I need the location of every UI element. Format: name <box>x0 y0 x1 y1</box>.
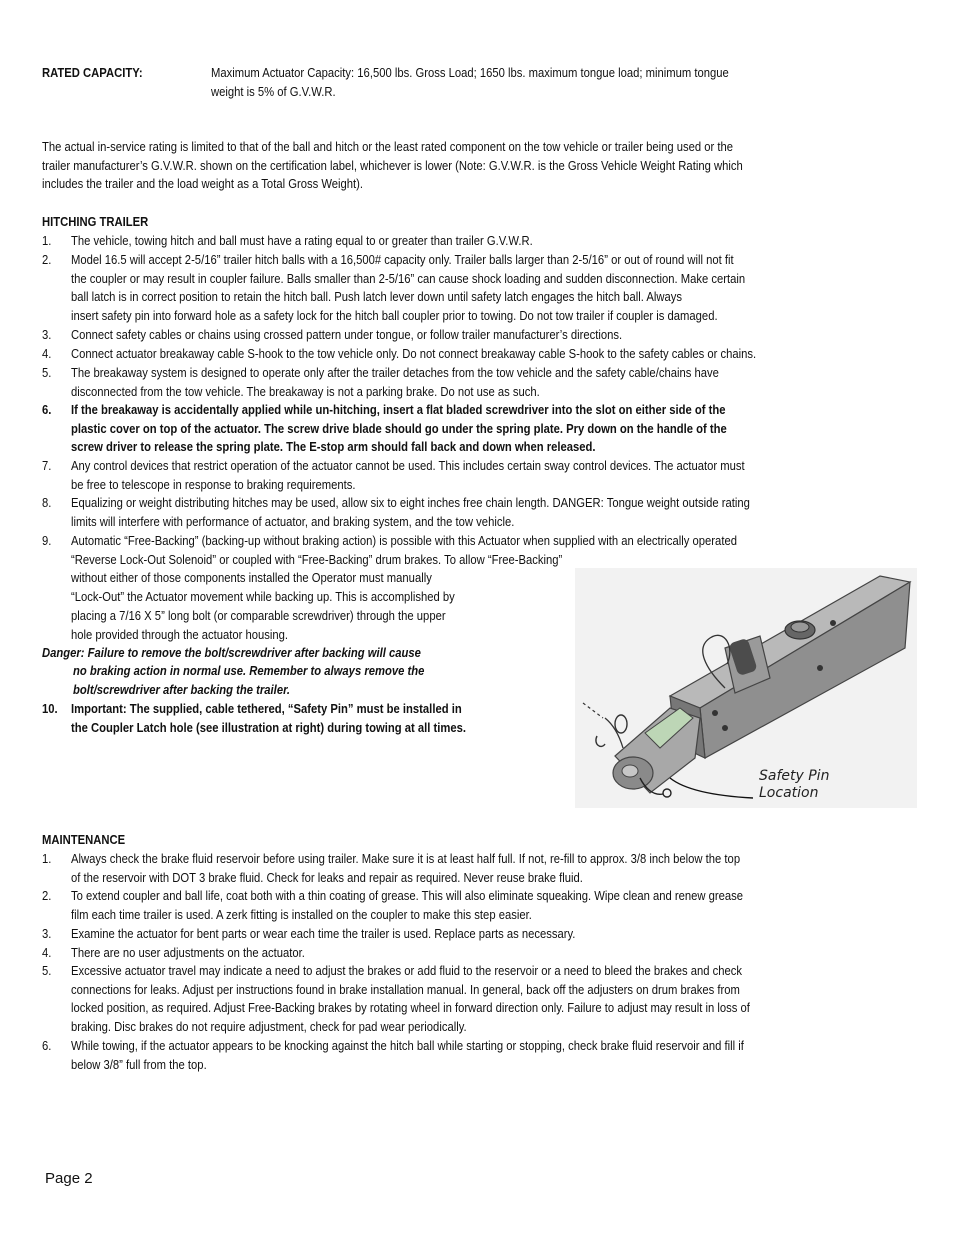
hitching-item-number: 10. <box>42 702 58 716</box>
danger-note-line: Danger: Failure to remove the bolt/screwdriver after backing will cause <box>42 646 421 660</box>
hitching-item-line: screw driver to release the spring plate. The E-stop arm should fall back and down when released. <box>71 440 596 455</box>
hitching-item-number: 2. <box>42 253 52 267</box>
maintenance-item-2 <box>71 887 743 924</box>
hitching-item-5 <box>71 364 719 401</box>
coupler-nose-highlight <box>622 765 638 777</box>
hitching-item-number: 1. <box>42 234 52 248</box>
maintenance-item-1 <box>71 850 740 887</box>
maintenance-item-line: Always check the brake fluid reservoir before using trailer. Make sure it is at least half full. If not, re-fill to approx. 3/8 inch below the top <box>71 852 741 866</box>
hitching-item-number: 6. <box>42 403 52 417</box>
maintenance-item-number: 2. <box>42 889 52 903</box>
safety-pin-label <box>759 768 829 802</box>
maintenance-item-number: 1. <box>42 852 52 866</box>
actuator-drawing <box>575 568 917 808</box>
hitching-item-3 <box>71 326 622 345</box>
intro-line: The actual in-service rating is limited to that of the ball and hitch or the least rated component on the tow vehicle or trailer being used or the <box>42 140 734 154</box>
maintenance-item-4 <box>71 944 305 963</box>
hitching-item-line: placing a 7/16 X 5” long bolt (or comparable screwdriver) through the upper <box>71 608 446 623</box>
rated-capacity-text <box>211 64 729 101</box>
hitching-item-line: hole provided through the actuator housing. <box>71 627 289 642</box>
maintenance-item-6 <box>71 1037 744 1074</box>
hitching-item-line: The vehicle, towing hitch and ball must have a rating equal to or greater than trailer G.V.W.R. <box>71 234 533 248</box>
hitching-item-line: Important: The supplied, cable tethered, “Safety Pin” must be installed in <box>71 702 462 716</box>
hitching-item-line: limits will interfere with performance of actuator, and braking system, and the tow vehicle. <box>71 514 515 529</box>
housing-hole <box>817 665 823 671</box>
maintenance-item-number: 6. <box>42 1039 52 1053</box>
hitching-item-line: without either of those components installed the Operator must manually <box>71 571 432 586</box>
intro-paragraph <box>42 138 743 194</box>
maintenance-item-number: 5. <box>42 964 52 978</box>
hitching-item-line: be free to telescope in response to braking requirements. <box>71 477 356 492</box>
hitching-item-1 <box>71 232 533 251</box>
danger-note-line: no braking action in normal use. Remember to always remove the <box>73 664 425 678</box>
maintenance-item-3 <box>71 925 575 944</box>
safety-pin-label-line: Safety Pin <box>759 768 830 784</box>
hitching-item-7 <box>71 457 745 494</box>
maintenance-item-line: While towing, if the actuator appears to be knocking against the hitch ball while starting or stopping, check brake fluid reservoir and fill if <box>71 1039 744 1053</box>
hitching-item-number: 9. <box>42 534 52 548</box>
maintenance-item-line: To extend coupler and ball life, coat both with a thin coating of grease. This will also eliminate squeaking. Wipe clean and renew grease <box>71 889 744 903</box>
page-number: Page 2 <box>45 1170 93 1187</box>
hitching-item-line: ball latch is in correct position to retain the hitch ball. Push latch lever down until safety latch engages the hitch ball. Always <box>71 290 682 305</box>
hitching-item-number: 3. <box>42 328 52 342</box>
rated-capacity-label: RATED CAPACITY: <box>42 66 143 80</box>
intro-line: includes the trailer and the load weight as a Total Gross Weight). <box>42 177 364 192</box>
hitching-item-8 <box>71 494 750 531</box>
hitching-item-number: 8. <box>42 496 52 510</box>
danger-note-line: bolt/screwdriver after backing the trailer. <box>73 683 290 697</box>
maintenance-item-line: Excessive actuator travel may indicate a need to adjust the brakes or add fluid to the reservoir or a need to bleed the brakes and check <box>71 964 743 978</box>
safety-pin-label-line: Location <box>759 785 819 801</box>
hitching-item-line: “Reverse Lock-Out Solenoid” or coupled with “Free-Backing” drum brakes. To allow “Free-Backing” <box>71 552 563 567</box>
hitching-item-line: the Coupler Latch hole (see illustration at right) during towing at all times. <box>71 720 467 735</box>
maintenance-item-line: Examine the actuator for bent parts or wear each time the trailer is used. Replace parts as necessary. <box>71 927 576 941</box>
maintenance-heading: MAINTENANCE <box>42 833 126 847</box>
hitching-item-line: the coupler or may result in coupler failure. Balls smaller than 2-5/16” can cause shock loading and sudden disconnection. Make certain <box>71 271 746 286</box>
hitching-item-line: Equalizing or weight distributing hitches may be used, allow six to eight inches free chain length. DANGER: Tongue weight outside rating <box>71 496 750 510</box>
rated-capacity-line: weight is 5% of G.V.W.R. <box>211 84 336 99</box>
housing-hole <box>712 710 718 716</box>
hitching-item-line: disconnected from the tow vehicle. The breakaway is not a parking brake. Do not use as such. <box>71 384 540 399</box>
maintenance-item-number: 4. <box>42 946 52 960</box>
hitching-item-line: “Lock-Out” the Actuator movement while backing up. This is accomplished by <box>71 590 455 605</box>
hitching-item-line: Any control devices that restrict operation of the actuator cannot be used. This includes certain sway control devices. The actuator must <box>71 459 745 473</box>
intro-line: trailer manufacturer’s G.V.W.R. shown on the certification label, whichever is lower (Note: G.V.W.R. is the Gross Vehicle Weight Rating which <box>42 158 743 173</box>
hitching-item-number: 5. <box>42 366 52 380</box>
maintenance-item-5 <box>71 962 750 1037</box>
housing-hole <box>830 620 836 626</box>
hitching-item-line: Connect safety cables or chains using crossed pattern under tongue, or follow trailer manufacturer’s directions. <box>71 328 623 342</box>
maintenance-item-line: film each time trailer is used. A zerk fitting is installed on the coupler to make this step easier. <box>71 907 532 922</box>
hitching-item-10 <box>71 700 466 737</box>
hitching-item-number: 7. <box>42 459 52 473</box>
reservoir-cap-top <box>791 622 809 632</box>
hitching-item-6 <box>71 401 727 457</box>
hitching-item-2 <box>71 251 745 326</box>
actuator-illustration <box>575 568 917 808</box>
hitching-item-line: Connect actuator breakaway cable S-hook to the tow vehicle only. Do not connect breakaway cable S-hook to the safety cables or chains. <box>71 347 757 361</box>
hitching-item-line: Model 16.5 will accept 2-5/16” trailer hitch balls with a 16,500# capacity only. Trailer balls larger than 2-5/16” or out of round will not fit <box>71 253 734 267</box>
hitching-item-line: If the breakaway is accidentally applied while un-hitching, insert a flat bladed screwdriver into the slot on either side of the <box>71 403 726 417</box>
maintenance-item-line: connections for leaks. Adjust per instructions found in brake installation manual. In general, back off the adjusters on drum brakes from <box>71 982 740 997</box>
hitching-item-number: 4. <box>42 347 52 361</box>
maintenance-item-line: of the reservoir with DOT 3 brake fluid. Check for leaks and repair as required. Never reuse brake fluid. <box>71 870 583 885</box>
hitching-item-4 <box>71 345 756 364</box>
maintenance-item-line: There are no user adjustments on the actuator. <box>71 946 305 960</box>
hitching-item-line: insert safety pin into forward hole as a safety lock for the hitch ball coupler prior to towing. Do not tow trailer if coupler is damaged. <box>71 309 718 324</box>
hitching-heading: HITCHING TRAILER <box>42 215 149 229</box>
hitching-item-line: plastic cover on top of the actuator. The screw drive blade should go under the spring plate. Pry down on the handle of the <box>71 421 727 436</box>
hitching-item-line: The breakaway system is designed to operate only after the trailer detaches from the tow vehicle and the safety cable/chains have <box>71 366 719 380</box>
maintenance-item-line: braking. Disc brakes do not require adjustment, check for pad wear periodically. <box>71 1020 467 1035</box>
maintenance-item-line: locked position, as required. Adjust Free-Backing brakes by rotating wheel in forward direction only. Failure to adjust may result in loss of <box>71 1001 750 1016</box>
housing-hole <box>722 725 728 731</box>
maintenance-item-line: below 3/8” full from the top. <box>71 1057 207 1072</box>
maintenance-item-number: 3. <box>42 927 52 941</box>
rated-capacity-line: Maximum Actuator Capacity: 16,500 lbs. Gross Load; 1650 lbs. maximum tongue load; minimum tongue <box>211 66 729 80</box>
hitching-item-line: Automatic “Free-Backing” (backing-up without braking action) is possible with this Actuator when supplied with an electrically operated <box>71 534 737 548</box>
